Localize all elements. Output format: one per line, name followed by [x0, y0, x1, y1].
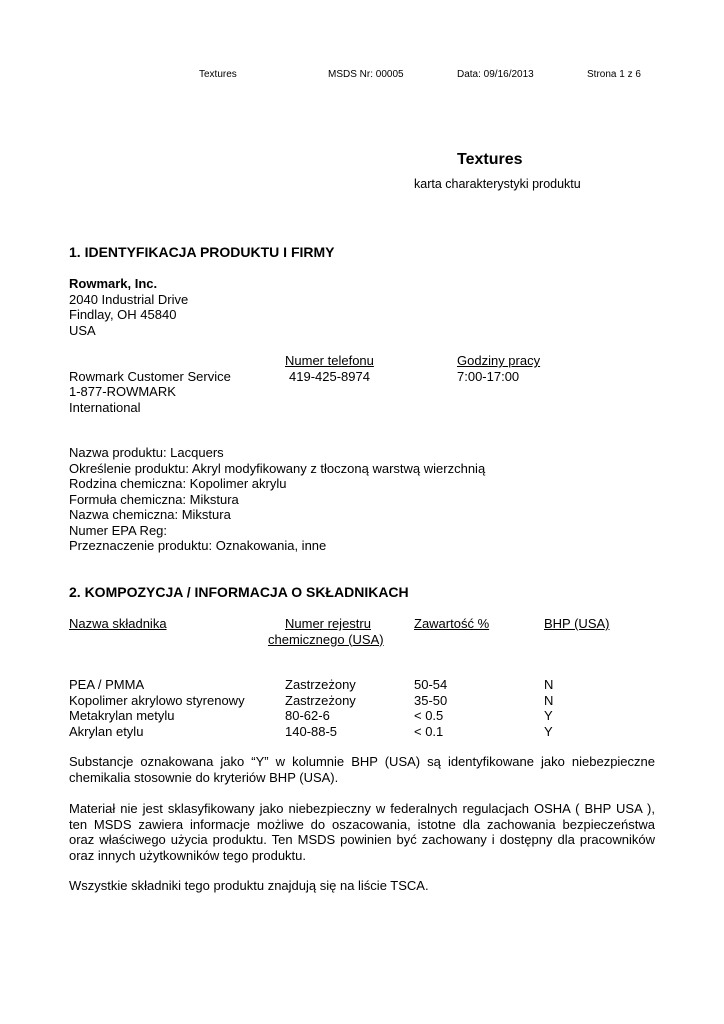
column-header-registry: Numer rejestru — [285, 616, 371, 631]
document-title: Textures — [457, 151, 523, 168]
company-name: Rowmark, Inc. — [69, 276, 158, 291]
product-detail-line: Nazwa produktu: Lacquers — [69, 445, 224, 460]
address-line: Findlay, OH 45840 — [69, 307, 177, 322]
product-detail-line: Formuła chemiczna: Mikstura — [69, 491, 239, 507]
column-header-ingredient: Nazwa składnika — [69, 616, 167, 631]
product-detail-line: Numer EPA Reg: — [69, 522, 168, 538]
bhp-note-paragraph — [69, 754, 655, 785]
toll-free-number: 1-877-ROWMARK — [69, 384, 176, 399]
header-date: Data: 09/16/2013 — [457, 69, 534, 80]
ingredient-content: < 0.5 — [414, 708, 444, 723]
paragraph-line: ten MSDS zawiera informacje możliwe do oszacowania, istotne dla zachowania bezpieczeństwa — [69, 816, 655, 832]
ingredient-content: < 0.1 — [414, 723, 444, 739]
product-detail-line: Rodzina chemiczna: Kopolimer akrylu — [69, 476, 287, 491]
ingredient-name: Kopolimer akrylowo styrenowy — [69, 692, 245, 708]
ingredient-registry: 140-88-5 — [285, 723, 338, 739]
document-subtitle: karta charakterystyki produktu — [414, 177, 581, 191]
office-hours: 7:00-17:00 — [457, 368, 520, 384]
product-detail-line: Określenie produktu: Akryl modyfikowany z tłoczoną warstwą wierzchnią — [69, 460, 486, 476]
ingredient-bhp: N — [544, 677, 554, 692]
paragraph-line: Substancje oznakowana jako “Y” w kolumnie BHP (USA) są identyfikowane jako niebezpieczne — [69, 754, 655, 769]
ingredient-registry: Zastrzeżony — [285, 677, 356, 692]
column-header-content: Zawartość % — [414, 616, 490, 631]
hours-column-header: Godziny pracy — [457, 353, 541, 368]
customer-service-name: Rowmark Customer Service — [69, 368, 231, 384]
section1-heading: 1. IDENTYFIKACJA PRODUKTU I FIRMY — [69, 244, 335, 260]
ingredient-name: Akrylan etylu — [69, 723, 144, 739]
international-label: International — [69, 399, 141, 415]
ingredient-name: Metakrylan metylu — [69, 708, 175, 723]
column-header-registry-line2: chemicznego (USA) — [268, 631, 384, 647]
ingredient-content: 50-54 — [414, 677, 448, 692]
address-line: USA — [69, 322, 96, 338]
paragraph-line: chemikalia stosownie do kryteriów BHP (USA). — [69, 769, 339, 785]
ingredient-bhp: N — [544, 692, 554, 708]
osha-note-paragraph — [69, 801, 655, 863]
paragraph-line: oraz innych użytkowników tego produktu. — [69, 847, 307, 863]
ingredient-bhp: Y — [544, 708, 553, 723]
ingredient-bhp: Y — [544, 723, 553, 739]
header-page-number: Strona 1 z 6 — [587, 69, 641, 80]
phone-number: 419-425-8974 — [289, 368, 370, 384]
ingredient-registry: Zastrzeżony — [285, 692, 356, 708]
product-detail-line: Przeznaczenie produktu: Oznakowania, inne — [69, 538, 327, 553]
header-msds-number: MSDS Nr: 00005 — [328, 69, 404, 80]
product-detail-line: Nazwa chemiczna: Mikstura — [69, 507, 231, 522]
ingredient-content: 35-50 — [414, 692, 448, 708]
ingredient-registry: 80-62-6 — [285, 708, 330, 723]
phone-column-header: Numer telefonu — [285, 353, 374, 368]
header-product: Textures — [199, 69, 237, 80]
section2-heading: 2. KOMPOZYCJA / INFORMACJA O SKŁADNIKACH — [69, 584, 409, 600]
column-header-bhp: BHP (USA) — [544, 616, 610, 631]
paragraph-line: Materiał nie jest sklasyfikowany jako niebezpieczny w federalnych regulacjach OSHA ( BHP USA ), — [69, 801, 655, 816]
tsca-note: Wszystkie składniki tego produktu znajdują się na liście TSCA. — [69, 878, 429, 893]
paragraph-line: oraz właściwego użycia produktu. Ten MSDS powinien być zachowany i dostępny dla pracowników — [69, 832, 655, 847]
ingredient-name: PEA / PMMA — [69, 677, 145, 692]
address-line: 2040 Industrial Drive — [69, 291, 189, 307]
